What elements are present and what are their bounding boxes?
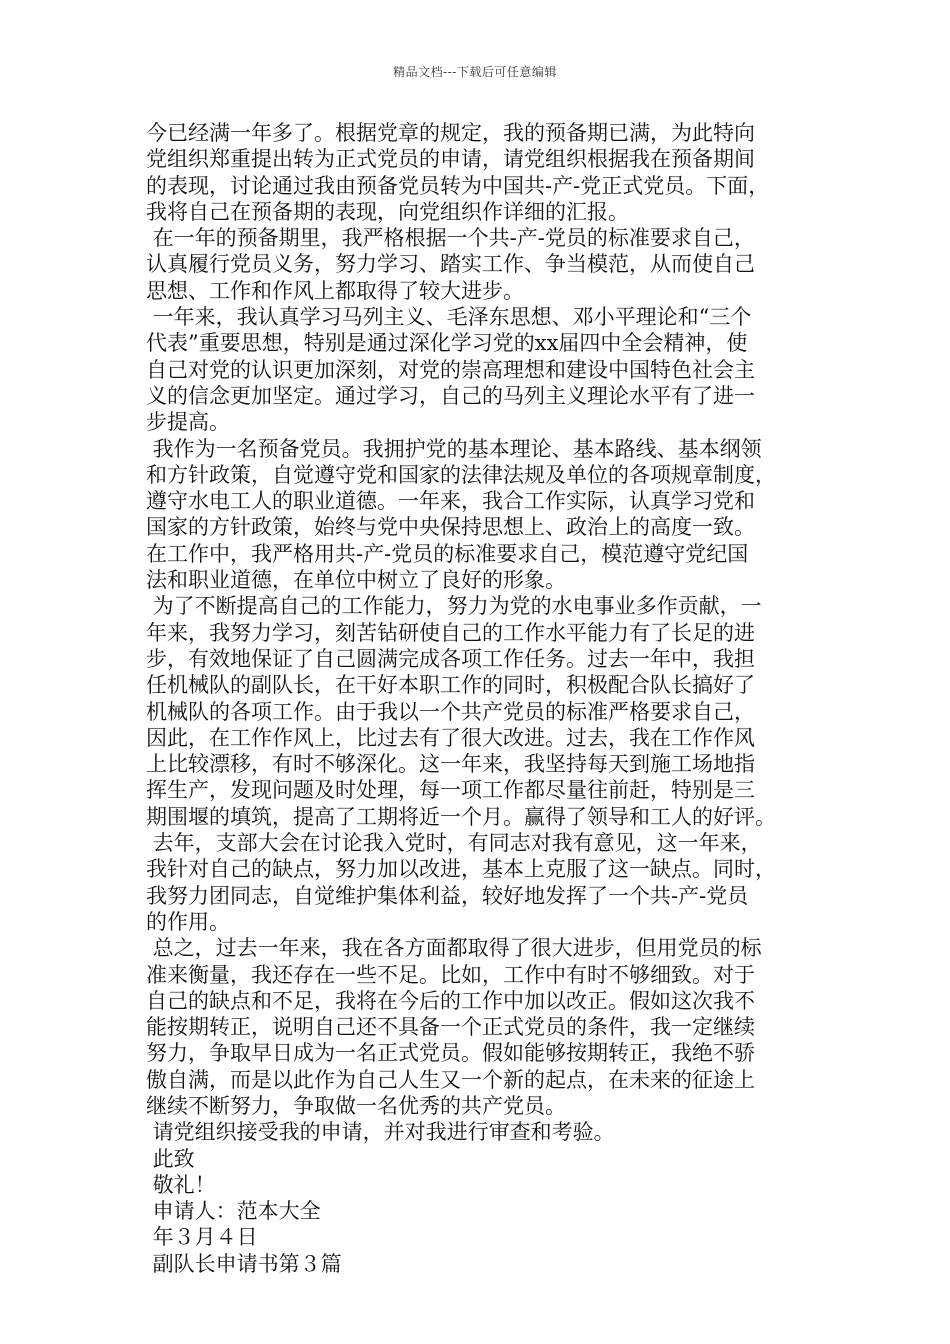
body-line: 去年，支部大会在讨论我入党时，有同志对我有意见，这一年来， xyxy=(146,831,762,856)
body-line: 认真履行党员义务，努力学习、踏实工作、争当模范，从而使自己 xyxy=(146,252,755,277)
salutation-line: 此致 xyxy=(146,1146,195,1171)
page-header: 精品文档---下载后可任意编辑 xyxy=(393,65,557,79)
body-line: 继续不断努力，争取做一名优秀的共产党员。 xyxy=(146,1093,566,1118)
salutation-line: 敬礼！ xyxy=(146,1172,216,1197)
body-line: 义的信念更加坚定。通过学习，自己的马列主义理论水平有了进一 xyxy=(146,383,755,408)
body-line: 挥生产，发现问题及时处理，每一项工作都尽量往前赶，特别是三 xyxy=(146,778,755,803)
body-line: 国家的方针政策，始终与党中央保持思想上、政治上的高度一致。 xyxy=(146,515,755,540)
body-line: 党组织郑重提出转为正式党员的申请，请党组织根据我在预备期间 xyxy=(146,147,755,172)
body-line: 的表现，讨论通过我由预备党员转为中国共-产-党正式党员。下面， xyxy=(146,173,770,198)
body-line: 步，有效地保证了自己圆满完成各项工作任务。过去一年中，我担 xyxy=(146,646,755,671)
applicant-signature: 申请人：范本大全 xyxy=(146,1199,321,1224)
body-line: 能按期转正，说明自己还不具备一个正式党员的条件，我一定继续 xyxy=(146,1015,755,1040)
body-line: 在一年的预备期里，我严格根据一个共-产-党员的标准要求自己， xyxy=(146,226,755,251)
body-line: 代表”重要思想，特别是通过深化学习党的xx届四中全会精神，使 xyxy=(146,331,748,356)
body-line: 总之，过去一年来，我在各方面都取得了很大进步，但用党员的标 xyxy=(146,936,762,961)
body-line: 和方针政策，自觉遵守党和国家的法律法规及单位的各项规章制度， xyxy=(146,462,776,487)
body-line: 在工作中，我严格用共-产-党员的标准要求自己，模范遵守党纪国 xyxy=(146,541,749,566)
body-line: 任机械队的副队长，在干好本职工作的同时，积极配合队长搞好了 xyxy=(146,673,755,698)
body-line: 期围堰的填筑，提高了工期将近一个月。赢得了领导和工人的好评。 xyxy=(146,804,776,829)
body-line: 步提高。 xyxy=(146,410,230,435)
body-line: 年来，我努力学习，刻苦钻研使自己的工作水平能力有了长足的进 xyxy=(146,620,755,645)
body-line: 遵守水电工人的职业道德。一年来，我合工作实际，认真学习党和 xyxy=(146,489,755,514)
document-body xyxy=(146,120,812,1277)
next-article-title: 副队长申请书第３篇 xyxy=(146,1251,342,1276)
body-line: 的作用。 xyxy=(146,909,230,934)
body-line: 自己的缺点和不足，我将在今后的工作中加以改正。假如这次我不 xyxy=(146,988,755,1013)
body-line: 上比较漂移，有时不够深化。这一年来，我坚持每天到施工场地指 xyxy=(146,752,755,777)
body-line: 为了不断提高自己的工作能力，努力为党的水电事业多作贡献，一 xyxy=(146,594,762,619)
body-line: 机械队的各项工作。由于我以一个共产党员的标准严格要求自己， xyxy=(146,699,755,724)
date-line: 年３月４日 xyxy=(146,1225,258,1250)
body-line: 准来衡量，我还存在一些不足。比如，工作中有时不够细致。对于 xyxy=(146,962,755,987)
body-line: 法和职业道德，在单位中树立了良好的形象。 xyxy=(146,568,566,593)
body-line: 我努力团同志，自觉维护集体利益，较好地发挥了一个共-产-党员 xyxy=(146,883,749,908)
body-line: 今已经满一年多了。根据党章的规定，我的预备期已满，为此特向 xyxy=(146,121,755,145)
body-line: 一年来，我认真学习马列主义、毛泽东思想、邓小平理论和“三个 xyxy=(146,305,752,330)
body-line: 我作为一名预备党员。我拥护党的基本理论、基本路线、基本纲领 xyxy=(146,436,762,461)
body-line: 因此，在工作作风上，比过去有了很大改进。过去，我在工作作风 xyxy=(146,725,755,750)
body-line: 自己对党的认识更加深刻，对党的崇高理想和建设中国特色社会主 xyxy=(146,357,755,382)
body-line: 傲自满，而是以此作为自己人生又一个新的起点，在未来的征途上 xyxy=(146,1067,755,1092)
closing-line: 请党组织接受我的申请，并对我进行审查和考验。 xyxy=(146,1120,615,1145)
body-line: 我针对自己的缺点，努力加以改进，基本上克服了这一缺点。同时， xyxy=(146,857,776,882)
body-line: 努力，争取早日成为一名正式党员。假如能够按期转正，我绝不骄 xyxy=(146,1041,755,1066)
body-line: 思想、工作和作风上都取得了较大进步。 xyxy=(146,278,524,303)
body-line: 我将自己在预备期的表现，向党组织作详细的汇报。 xyxy=(146,199,629,224)
